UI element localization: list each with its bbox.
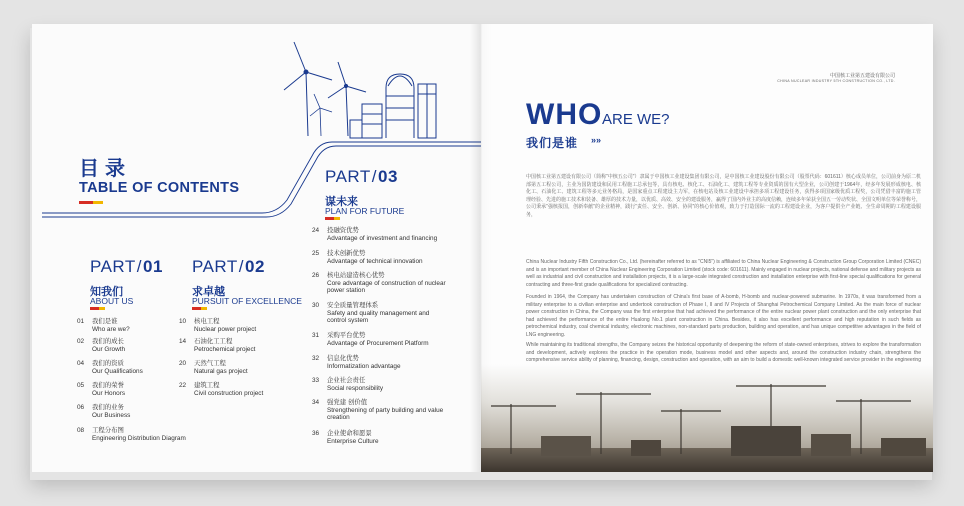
- accent-bar-yellow: [334, 217, 340, 220]
- item-cn: 我们的成长: [92, 338, 124, 345]
- item-cn: 安全质量管理体系: [327, 302, 379, 309]
- paragraph-cn-2: 公司创建于1964年，经多年发展形成核电、核化工、石油化工、建筑工程等多元业务格局，是国家重点工程建设主力军，在核电站及核工业建设中承担多项工程建设任务，获得多项国家级优质工程奖，: [526, 181, 921, 196]
- heading-cn: 我们是谁: [526, 136, 579, 150]
- item-cn: 我们的荣誉: [92, 382, 124, 389]
- page-number: 06: [77, 404, 85, 411]
- item-en: Our Honors: [92, 389, 126, 397]
- item-cn: 核电工程: [194, 318, 220, 325]
- part-label: PART: [90, 257, 136, 276]
- page-number: 26: [312, 272, 320, 279]
- double-chevron-icon: »»: [591, 135, 602, 145]
- item-en: Strengthening of party building and value: [327, 406, 444, 414]
- item-en: Advantage of Procurement Platform: [327, 339, 429, 347]
- part-02-title-cn: 求卓越: [192, 286, 225, 298]
- page-number: 36: [312, 430, 320, 437]
- paragraph-cn-4: 公司秉承“强核报国，创新奉献”的企业精神，践行“责任、安全、创新、协同”的核心价值观，致力于打造国际一流的工程建设企业，为客户提供全产业链、全生命周期的工程建设服务，: [526, 204, 921, 218]
- left-page-table-of-contents: [32, 24, 481, 472]
- accent-bar-red: [79, 201, 93, 204]
- page-number: 32: [312, 355, 320, 362]
- part-number: 03: [378, 167, 398, 186]
- item-en: Advantage of technical innovation: [327, 257, 423, 265]
- page-number: 25: [312, 250, 320, 257]
- nuclear-plant-icon: [350, 74, 436, 138]
- heading-are-we: ARE WE?: [602, 111, 670, 128]
- paragraph-cn: [526, 174, 921, 220]
- item-en: Nuclear power project: [194, 325, 257, 333]
- item-cn: 石油化工工程: [194, 338, 233, 345]
- page-number: 04: [77, 360, 85, 367]
- page-number: 31: [312, 332, 320, 339]
- page-number: 34: [312, 399, 320, 406]
- item-en: Our Growth: [92, 345, 126, 353]
- item-cn: 投融资优势: [327, 227, 359, 234]
- item-en: Petrochemical project: [194, 345, 256, 353]
- part-03-title-cn: 谋未来: [325, 196, 358, 208]
- toc-title-cn: 目录: [79, 158, 131, 180]
- part-02-title-en: PURSUIT OF EXCELLENCE: [192, 296, 302, 306]
- part-label: PART: [325, 167, 371, 186]
- item-en: Core advantage of construction of nuclear: [327, 279, 446, 287]
- paragraph-cn-3: 公司凭借丰富的施工管理经验、先进的施工技术和装备、雄厚的技术力量，以优质、高效、安全的建设服务，赢得了国内外业主的高度信赖，连续多年荣获全国五一劳动奖状、全国文明单位等荣誉称号，: [526, 189, 922, 203]
- page-number: 10: [179, 318, 187, 325]
- item-en-line2: creation: [327, 414, 350, 422]
- item-cn: 我们是谁: [92, 318, 118, 325]
- part-01-title-cn: 知我们: [90, 286, 123, 298]
- page-number: 33: [312, 377, 320, 384]
- part-03-heading: PART/03: [325, 167, 398, 186]
- wind-turbine-icon: [284, 42, 366, 136]
- page-number: 30: [312, 302, 320, 309]
- page-number: 01: [77, 318, 85, 325]
- page-number: 24: [312, 227, 320, 234]
- item-en-line2: power station: [327, 287, 366, 295]
- accent-bar-red: [192, 307, 201, 310]
- construction-site-image: [481, 364, 933, 472]
- page-number: 05: [77, 382, 85, 389]
- paragraph-en-1: China Nuclear Industry Fifth Construction Co., Ltd. (hereinafter referred to as "CNI5") is affiliated to China Nuclear Engineering & Construction Group Corporation Limited (CNEC) and is an important member of China Nuclear Engineering Corporation Limited (stock code: 601611). Mainly engaged in nuclear projects, national defense and military projects as well as industrial and civil construction and installation projects, it is a large-scale integrated construction and installation enterprise with first-line special qualifications for general contracting and three-first grade qualifications for specialized contracting.: [526, 259, 921, 288]
- item-cn: 建筑工程: [194, 382, 220, 389]
- company-name-en: CHINA NUCLEAR INDUSTRY 5TH CONSTRUCTION CO., LTD.: [777, 79, 895, 83]
- part-label: PART: [192, 257, 238, 276]
- item-en: Our Business: [92, 411, 131, 419]
- construction-cranes-illustration: [481, 364, 933, 472]
- toc-title-en: TABLE OF CONTENTS: [79, 180, 240, 196]
- page-number: 08: [77, 427, 85, 434]
- item-en: Natural gas project: [194, 367, 248, 375]
- item-en: Our Qualifications: [92, 367, 143, 375]
- item-cn: 技术创新优势: [327, 250, 366, 257]
- book-spine: [470, 24, 492, 472]
- item-en: Enterprise Culture: [327, 437, 379, 445]
- item-en: Civil construction project: [194, 389, 264, 397]
- part-number: 01: [143, 257, 163, 276]
- page-number: 14: [179, 338, 187, 345]
- item-cn: 强党建 创价值: [327, 399, 368, 406]
- page-number: 20: [179, 360, 187, 367]
- part-01-title-en: ABOUT US: [90, 296, 134, 306]
- item-en: Informatization advantage: [327, 362, 401, 370]
- part-number: 02: [245, 257, 265, 276]
- item-cn: 我们的业务: [92, 404, 124, 411]
- item-cn: 我们的资质: [92, 360, 124, 367]
- part-02-heading: PART/02: [192, 257, 265, 276]
- right-page-who-are-we: [481, 24, 933, 472]
- item-cn: 信息化优势: [327, 355, 359, 362]
- item-cn: 采购平台优势: [327, 332, 366, 339]
- accent-bar-yellow: [93, 201, 103, 204]
- heading-who: WHO: [526, 98, 603, 131]
- item-cn: 工程分布图: [92, 427, 124, 434]
- page-number: 02: [77, 338, 85, 345]
- paragraph-en-2: Founded in 1964, the Company has undertaken construction of China's first base of A-bomb, H-bomb and nuclear-powered submarine. In 1970s, it was transformed from a military enterprise to a civilian enterprise and undertook construction of Phase I, II and IV Projects of Shanghai Petrochemical Company Limited. As the main force of nuclear power construction in China, the Company was the first enterprise that had achieved the performance of the entire nuclear power plant construction and the only enterprise that had achieved the performance of the entire Hualong No.1 plant construction in China. Besides, it also has excellent performance and high reputation in such fields as petrochemical industry, coal chemical industry, electronic machines, non-standard parts production, building and operation, and has unique competitive advantages in the field of LNG engineering.: [526, 294, 921, 338]
- item-cn: 核电站建造核心优势: [327, 272, 385, 279]
- item-cn: 企业使命和愿景: [327, 430, 372, 437]
- company-name-cn: 中国核工业第五建设有限公司: [829, 73, 895, 79]
- item-en: Engineering Distribution Diagram: [92, 434, 186, 442]
- part-01-heading: PART/01: [90, 257, 163, 276]
- item-en: Safety and quality management and: [327, 309, 430, 317]
- page-number: 22: [179, 382, 187, 389]
- paragraph-en-3: While maintaining its traditional strengths, the Company seizes the historical opportunity of deepening the reform of state-owned enterprises, strives to explore the transformation and development, actively explores the practice in the operation mode, business model and other aspects and, around the construction industry chain, strengthens the comprehensive service ability of planning, financing, design, construction and operation, with an aim to build a domestic well-known integrated service provider in the engineering: [526, 342, 921, 364]
- item-en-line2: control system: [327, 317, 369, 325]
- item-en: Who are we?: [92, 325, 130, 333]
- item-en: Social responsibility: [327, 384, 384, 392]
- accent-bar-red: [90, 307, 99, 310]
- item-cn: 企业社会责任: [327, 377, 366, 384]
- part-03-title-en: PLAN FOR FUTURE: [325, 206, 405, 216]
- accent-bar-red: [325, 217, 334, 220]
- paragraph-cn-1: 中国核工业第五建设有限公司（简称“中核五公司”）隶属于中国核工业建设集团有限公司，是中国核工业建设股份有限公司（股票代码：601611）核心成员单位，公司前身为原二机部第五工程公司，主业为国防建设和民用工程施工总承包等，具有核电、核化工、石油化工、建筑工程等专业资质的国有大型企业，: [526, 174, 921, 188]
- accent-bar-yellow: [201, 307, 207, 310]
- accent-bar-yellow: [99, 307, 105, 310]
- item-cn: 天然气工程: [194, 360, 226, 367]
- item-en: Advantage of investment and financing: [327, 234, 438, 242]
